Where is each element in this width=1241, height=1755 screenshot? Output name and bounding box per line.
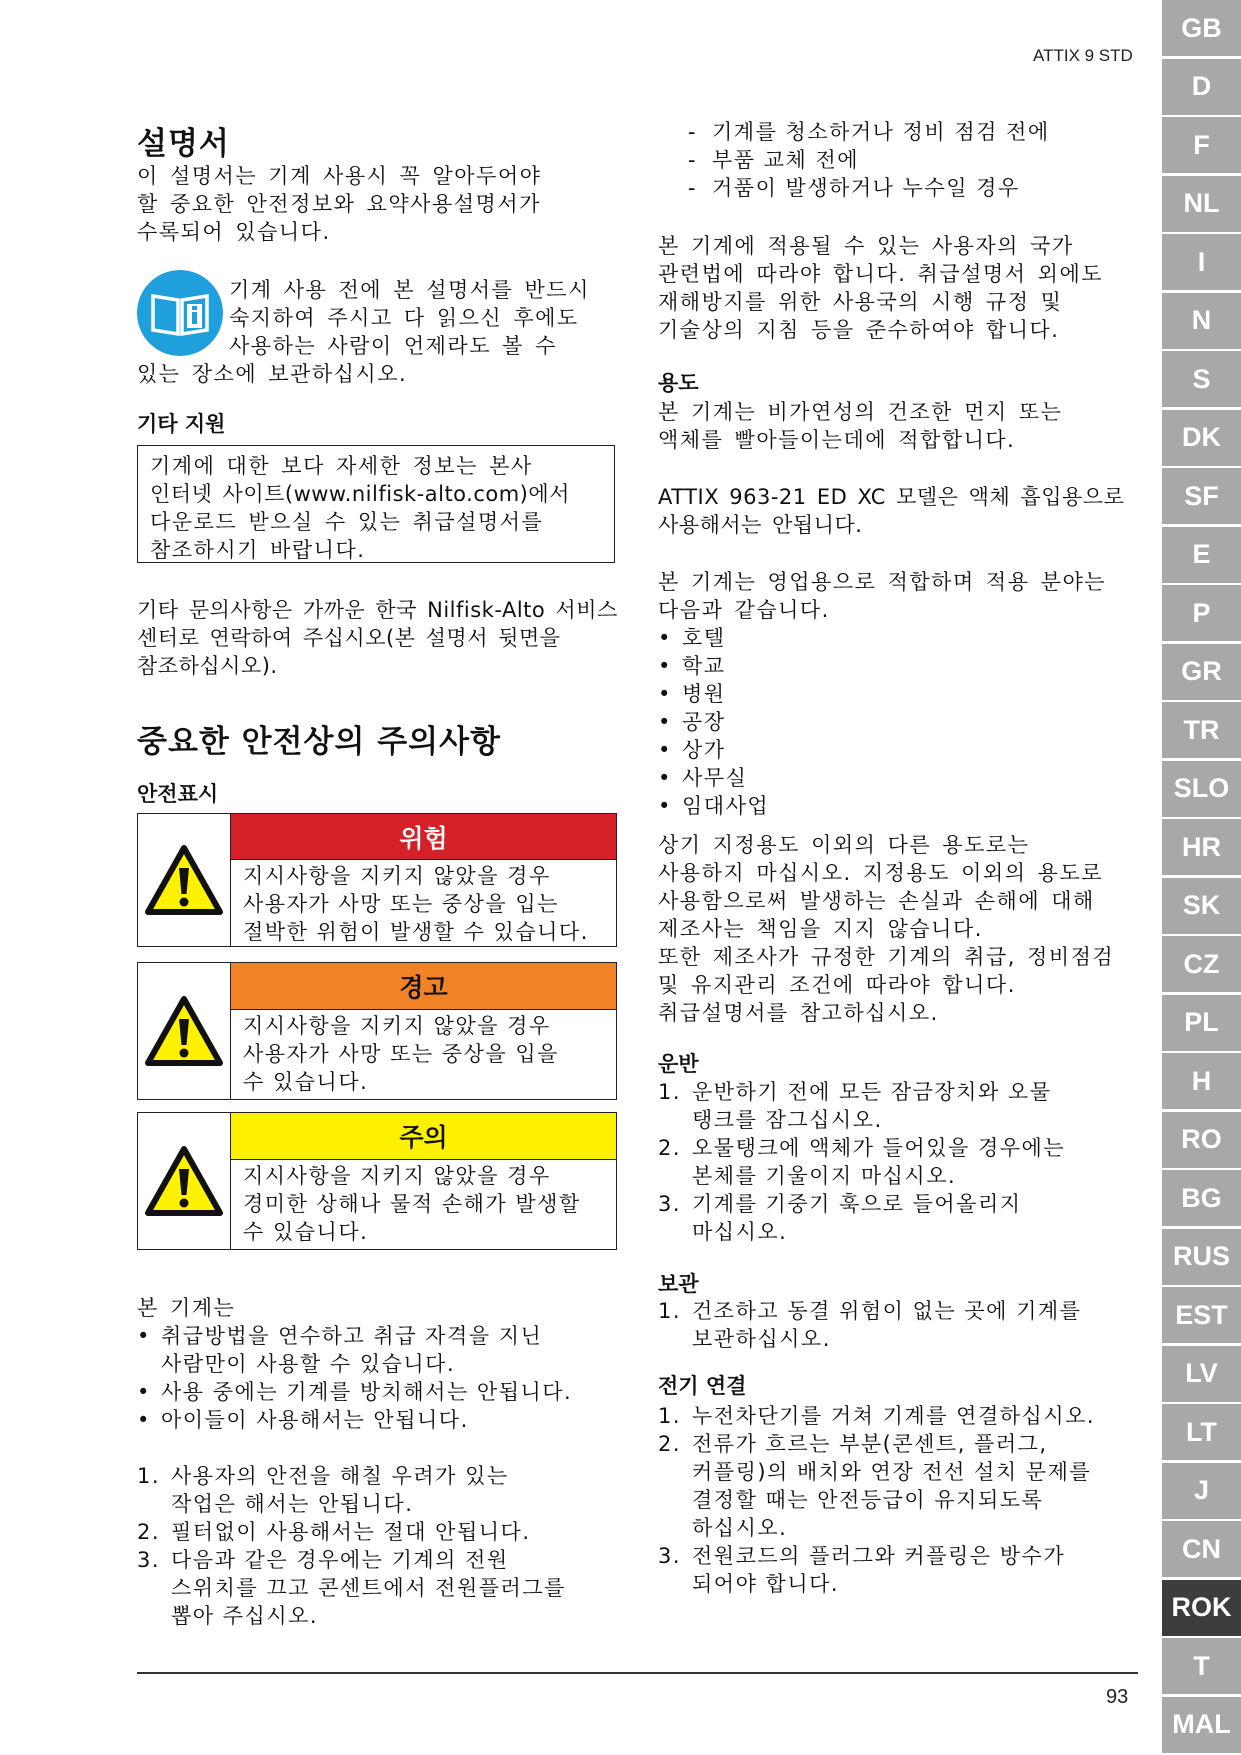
model-paragraph: ATTIX 963-21 ED XC 모델은 액체 흡입용으로 사용해서는 안됩니다. [658,485,1125,537]
list-item [658,680,769,708]
list-item [658,624,769,652]
list-item [137,1322,572,1350]
numbered-item-text: 운반하기 전에 모든 잠금장치와 오물 [692,1080,1052,1104]
item-number: 1. [658,1404,682,1428]
language-tab-h[interactable]: H [1162,1053,1241,1109]
warning-text-line: 지시사항을 지키지 않았을 경우 [243,864,551,888]
warning-text-line: 지시사항을 지키지 않았을 경우 [243,1164,551,1188]
warning-text-line: 사용자가 사망 또는 중상을 입을 [243,1042,559,1066]
numbered-item-text: 마십시오. [692,1220,788,1244]
list-item-text: 상가 [682,738,726,762]
transport-list [658,1078,1065,1246]
list-item-text: 공장 [682,710,726,734]
bullet-marker: • [137,1380,151,1404]
item-number [658,1218,692,1246]
numbered-item [658,1430,1095,1458]
item-number [658,1570,692,1598]
numbered-item [658,1297,1081,1325]
list-item [688,146,1050,174]
warning-triangle-icon [138,1113,231,1249]
numbered-item [137,1546,566,1574]
language-tab-est[interactable]: EST [1162,1287,1241,1343]
numbered-item-text: 오물탱크에 액체가 들어있을 경우에는 [692,1136,1066,1160]
numbered-item [658,1458,1095,1486]
warning-box [137,813,617,947]
list-item [137,1378,572,1406]
warning-body [231,814,616,946]
warning-box [137,962,617,1100]
item-number: 2. [658,1432,682,1456]
safety-numbered-list [137,1462,566,1630]
numbered-item-text: 결정할 때는 안전등급이 유지되도록 [692,1488,1044,1512]
numbered-item-text: 작업은 해서는 안됩니다. [171,1492,414,1516]
numbered-item-text: 전류가 흐르는 부분(콘센트, 플러그, [692,1432,1048,1456]
warning-text [231,860,616,946]
language-tab-bar [1162,0,1241,1755]
language-tab-nl[interactable]: NL [1162,176,1241,232]
list-item [137,1350,572,1378]
language-tab-hr[interactable]: HR [1162,819,1241,875]
numbered-item-text: 스위치를 끄고 콘센트에서 전원플러그를 [171,1576,566,1600]
warning-text [231,1010,616,1096]
list-item [688,174,1050,202]
list-item [658,764,769,792]
bullet-marker: • [658,766,672,790]
manual-title: 설명서 [137,126,230,162]
warning-triangle-icon [138,963,231,1099]
warning-label: 주의 [231,1113,616,1160]
item-number: 3. [137,1548,161,1572]
language-tab-rus[interactable]: RUS [1162,1229,1241,1285]
bullet-marker: • [658,794,672,818]
warning-text-line: 경미한 상해나 물적 손해가 발생할 [243,1192,581,1216]
language-tab-cz[interactable]: CZ [1162,936,1241,992]
language-tab-sk[interactable]: SK [1162,878,1241,934]
bullet-marker: - [688,148,698,172]
item-number [658,1106,692,1134]
numbered-item-text: 다음과 같은 경우에는 기계의 전원 [171,1548,509,1572]
support-heading: 기타 지원 [137,412,226,436]
numbered-item-text: 하십시오. [692,1516,788,1540]
language-tab-rok[interactable]: ROK [1162,1580,1241,1636]
item-number [658,1458,692,1486]
language-tab-dk[interactable]: DK [1162,410,1241,466]
item-number [658,1514,692,1542]
list-item-text: 기계를 청소하거나 정비 점검 전에 [712,120,1050,144]
language-tab-sf[interactable]: SF [1162,468,1241,524]
numbered-item [658,1570,1095,1598]
language-tab-j[interactable]: J [1162,1463,1241,1519]
bullet-marker: • [658,682,672,706]
bullet-marker: - [688,120,698,144]
numbered-item [658,1134,1065,1162]
item-number [658,1486,692,1514]
warning-body [231,963,616,1099]
list-item-text: 거품이 발생하거나 누수일 경우 [712,176,1020,200]
application-fields-list [658,624,769,820]
numbered-item-text: 건조하고 동결 위험이 없는 곳에 기계를 [692,1299,1082,1323]
inquiry-paragraph: 기타 문의사항은 가까운 한국 Nilfisk-Alto 서비스 센터로 연락하여 주십시오(본 설명서 뒷면을 참조하십시오). [137,598,618,678]
item-number [658,1162,692,1190]
list-item-text: 호텔 [682,626,726,650]
numbered-item-text: 되어야 합니다. [692,1572,840,1596]
warning-text-line: 절박한 위험이 발생할 수 있습니다. [243,920,589,944]
list-item-text: 임대사업 [682,794,770,818]
numbered-item [658,1162,1065,1190]
support-box: 기계에 대한 보다 자세한 정보는 본사 인터넷 사이트(www.nilfisk-alto.com)에서 다운로드 받으실 수 있는 취급설명서를 참조하시기 바랍니다. [137,445,615,563]
numbered-item-text: 본체를 기울이지 마십시오. [692,1164,957,1188]
numbered-item [658,1402,1095,1430]
machine-bullet-list [137,1322,572,1434]
numbered-item [137,1462,566,1490]
warning-label: 위험 [231,814,616,860]
numbered-item-text: 보관하십시오. [692,1327,831,1351]
numbered-item [137,1490,566,1518]
info-note: 기계 사용 전에 본 설명서를 반드시 숙지하여 주시고 다 읽으신 후에도 사용하는 사람이 언제라도 볼 수 있는 장소에 보관하십시오. [137,278,590,386]
intro-paragraph: 이 설명서는 기계 사용시 꼭 알아두어야 할 중요한 안전정보와 요약사용설명서가 수록되어 있습니다. [137,164,542,244]
language-tab-d[interactable]: D [1162,59,1241,115]
item-number [658,1325,692,1353]
safety-title: 중요한 안전상의 주의사항 [137,724,501,760]
commercial-paragraph: 본 기계는 영업용으로 적합하며 적용 분야는 다음과 같습니다. [658,570,1107,622]
bullet-marker: • [137,1408,151,1432]
item-number: 3. [658,1192,682,1216]
language-tab-cn[interactable]: CN [1162,1521,1241,1577]
numbered-item-text: 누전차단기를 거쳐 기계를 연결하십시오. [692,1404,1096,1428]
warning-text-line: 수 있습니다. [243,1220,369,1244]
language-tab-f[interactable]: F [1162,117,1241,173]
language-tab-t[interactable]: T [1162,1638,1241,1694]
language-tab-p[interactable]: P [1162,585,1241,641]
numbered-item [658,1078,1065,1106]
electric-list [658,1402,1095,1598]
item-number: 1. [658,1299,682,1323]
list-item-text: 부품 교체 전에 [712,148,860,172]
safety-marks-heading: 안전표시 [137,782,219,806]
list-item-text: 아이들이 사용해서는 안됩니다. [161,1408,469,1432]
numbered-item [658,1325,1081,1353]
warning-triangle-icon [138,814,231,946]
usage-paragraph: 본 기계는 비가연성의 건조한 먼지 또는 액체를 빨아들이는데에 적합합니다. [658,400,1063,452]
language-tab-s[interactable]: S [1162,351,1241,407]
bullet-marker: - [688,176,698,200]
numbered-item [137,1602,566,1630]
numbered-item-text: 필터없이 사용해서는 절대 안됩니다. [171,1520,531,1544]
numbered-item [658,1542,1095,1570]
warning-text-line: 지시사항을 지키지 않았을 경우 [243,1014,551,1038]
warning-text-line: 수 있습니다. [243,1070,369,1094]
liability-paragraph: 상기 지정용도 이외의 다른 용도로는 사용하지 마십시오. 지정용도 이외의 용도로 사용함으로써 발생하는 손실과 손해에 대해 제조사는 책임을 지지 않습니다. 또한 제조사가 규정한 기계의 취급, 정비점검 및 유지관리 조건에 따라야 합니다. 취급설명서를 참고하십시오. [658,833,1115,1025]
language-tab-gb[interactable]: GB [1162,0,1241,56]
numbered-item [658,1218,1065,1246]
language-tab-e[interactable]: E [1162,527,1241,583]
law-paragraph: 본 기계에 적용될 수 있는 사용자의 국가 관련법에 따라야 합니다. 취급설명서 외에도 재해방지를 위한 사용국의 시행 규정 및 기술상의 지침 등을 준수하여야 합니다. [658,234,1104,342]
numbered-item [658,1514,1095,1542]
storage-list [658,1297,1081,1353]
numbered-item-text: 뽑아 주십시오. [171,1604,319,1628]
language-tab-tr[interactable]: TR [1162,702,1241,758]
numbered-item [658,1106,1065,1134]
list-item-text: 학교 [682,654,726,678]
electric-heading: 전기 연결 [658,1374,747,1398]
language-tab-slo[interactable]: SLO [1162,761,1241,817]
bullet-marker: • [658,710,672,734]
list-item-text: 사용 중에는 기계를 방치해서는 안됩니다. [161,1380,573,1404]
bullet-marker: • [137,1324,151,1348]
list-item-text: 사람만이 사용할 수 있습니다. [161,1352,456,1376]
item-number: 1. [137,1464,161,1488]
numbered-item-text: 커플링)의 배치와 연장 전선 설치 문제를 [692,1460,1092,1484]
language-tab-i[interactable]: I [1162,234,1241,290]
language-tab-gr[interactable]: GR [1162,644,1241,700]
usage-heading: 용도 [658,371,699,395]
page-number: 93 [1106,1686,1129,1708]
item-number [137,1490,171,1518]
numbered-item [137,1574,566,1602]
list-item [137,1406,572,1434]
list-item [658,792,769,820]
numbered-item [137,1518,566,1546]
storage-heading: 보관 [658,1272,699,1296]
transport-heading: 운반 [658,1052,699,1076]
bullet-marker: • [658,626,672,650]
bullet-marker: • [658,738,672,762]
list-item [658,652,769,680]
list-item [688,118,1050,146]
numbered-item [658,1486,1095,1514]
language-tab-bg[interactable]: BG [1162,1170,1241,1226]
numbered-item-text: 탱크를 잠그십시오. [692,1108,883,1132]
language-tab-pl[interactable]: PL [1162,995,1241,1051]
item-number [137,1574,171,1602]
warning-label: 경고 [231,963,616,1010]
list-item-text: 병원 [682,682,726,706]
language-tab-mal[interactable]: MAL [1162,1697,1241,1753]
list-item-text: 사무실 [682,766,748,790]
item-number: 3. [658,1544,682,1568]
language-tab-lv[interactable]: LV [1162,1346,1241,1402]
footer-rule [137,1672,1138,1674]
list-item [658,736,769,764]
item-number: 2. [137,1520,161,1544]
numbered-item-text: 기계를 기중기 훅으로 들어올리지 [692,1192,1022,1216]
warning-text [231,1160,616,1246]
numbered-item-text: 전원코드의 플러그와 커플링은 방수가 [692,1544,1066,1568]
item-number [137,1602,171,1630]
power-off-cases-list [688,118,1050,202]
language-tab-ro[interactable]: RO [1162,1112,1241,1168]
machine-intro: 본 기계는 [137,1296,236,1320]
item-number: 1. [658,1080,682,1104]
bullet-marker [137,1350,161,1378]
warning-body [231,1113,616,1249]
language-tab-n[interactable]: N [1162,293,1241,349]
language-tab-lt[interactable]: LT [1162,1404,1241,1460]
item-number: 2. [658,1136,682,1160]
model-name: ATTIX 9 STD [1033,46,1133,65]
bullet-marker: • [658,654,672,678]
numbered-item [658,1190,1065,1218]
list-item [658,708,769,736]
list-item-text: 취급방법을 연수하고 취급 자격을 지닌 [161,1324,543,1348]
warning-text-line: 사용자가 사망 또는 중상을 입는 [243,892,559,916]
warning-box [137,1112,617,1250]
numbered-item-text: 사용자의 안전을 해칠 우려가 있는 [171,1464,509,1488]
